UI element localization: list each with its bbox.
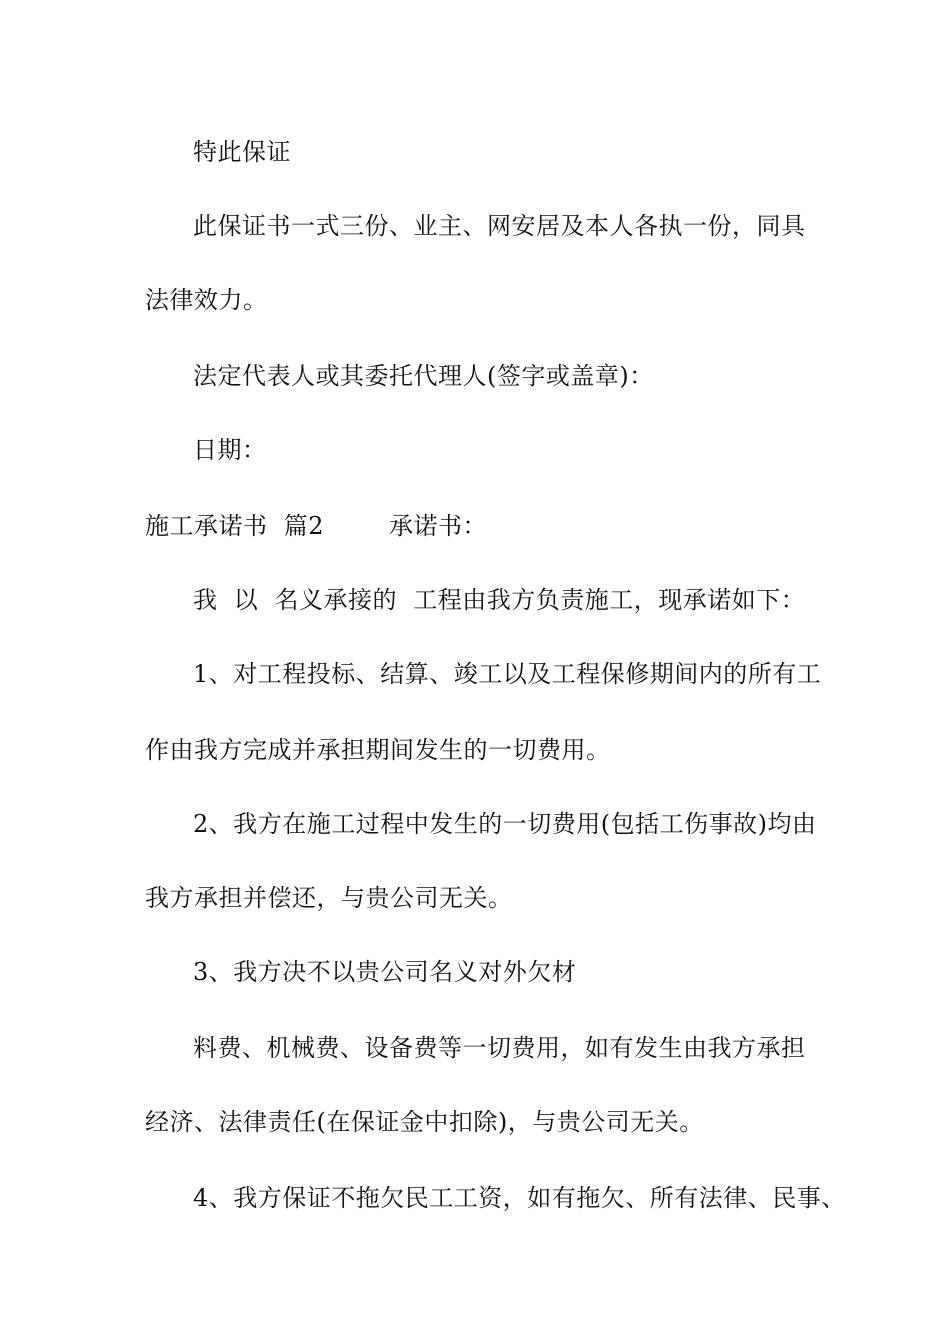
paragraph-line: 4、我方保证不拖欠民工工资，如有拖欠、所有法律、民事、 [193,1184,846,1212]
paragraph-line: 我方承担并偿还，与贵公司无关。 [145,884,513,912]
paragraph-line: 2、我方在施工过程中发生的一切费用(包括工伤事故)均由 [193,810,817,838]
paragraph-line: 法律效力。 [145,286,268,314]
paragraph-line: 3、我方决不以贵公司名义对外欠材 [193,958,577,986]
paragraph-line: 法定代表人或其委托代理人(签字或盖章)： [193,362,654,390]
paragraph-line: 我 以 名义承接的 工程由我方负责施工，现承诺如下： [193,586,806,614]
paragraph-line: 1、对工程投标、结算、竣工以及工程保修期间内的所有工 [193,660,822,688]
paragraph-line: 日期： [193,436,267,464]
paragraph-line: 作由我方完成并承担期间发生的一切费用。 [145,736,611,764]
paragraph-line: 此保证书一式三份、业主、网安居及本人各执一份，同具 [193,212,806,240]
paragraph-line: 经济、法律责任(在保证金中扣除)，与贵公司无关。 [145,1108,704,1136]
paragraph-line: 特此保证 [193,138,291,166]
paragraph-line: 料费、机械费、设备费等一切费用，如有发生由我方承担 [193,1034,806,1062]
section-heading: 施工承诺书 篇2 承诺书： [145,512,488,540]
